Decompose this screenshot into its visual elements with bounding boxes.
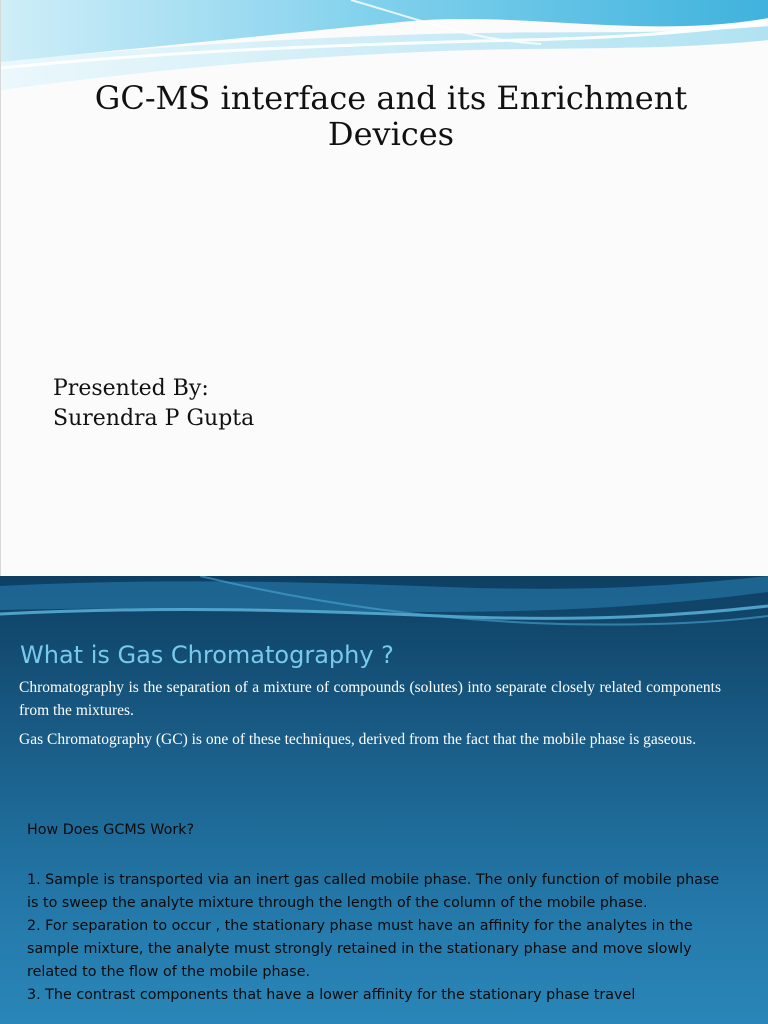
definition-paragraph: Chromatography is the separation of a mixture of compounds (solutes) into separate closely related components from the mixtures. bbox=[19, 679, 721, 719]
decorative-wave-header bbox=[0, 576, 768, 646]
gc-paragraph: Gas Chromatography (GC) is one of these techniques, derived from the fact that the mobile phase is gaseous. bbox=[19, 731, 697, 748]
slide-title: GC-MS interface and its Enrichment Devices bbox=[94, 79, 688, 153]
presenter-name: Surendra P Gupta bbox=[53, 406, 255, 431]
presented-by-label: Presented By: bbox=[53, 376, 209, 401]
presenter-block bbox=[53, 374, 254, 434]
steps-list bbox=[27, 869, 727, 1007]
how-heading: How Does GCMS Work? bbox=[27, 822, 195, 838]
slide-heading: What is Gas Chromatography ? bbox=[20, 641, 394, 669]
list-item: 3. The contrast components that have a lower affinity for the stationary phase travel bbox=[27, 987, 636, 1003]
list-item: 2. For separation to occur , the stationary phase must have an affinity for the analytes in the sample mixture, the analyte must strongly retained in the stationary phase and move slowly related to the flow of the mobile phase. bbox=[27, 918, 693, 980]
content-slide bbox=[0, 576, 768, 1024]
list-item: 1. Sample is transported via an inert gas called mobile phase. The only function of mobile phase is to sweep the analyte mixture through the length of the column of the mobile phase. bbox=[27, 872, 720, 911]
